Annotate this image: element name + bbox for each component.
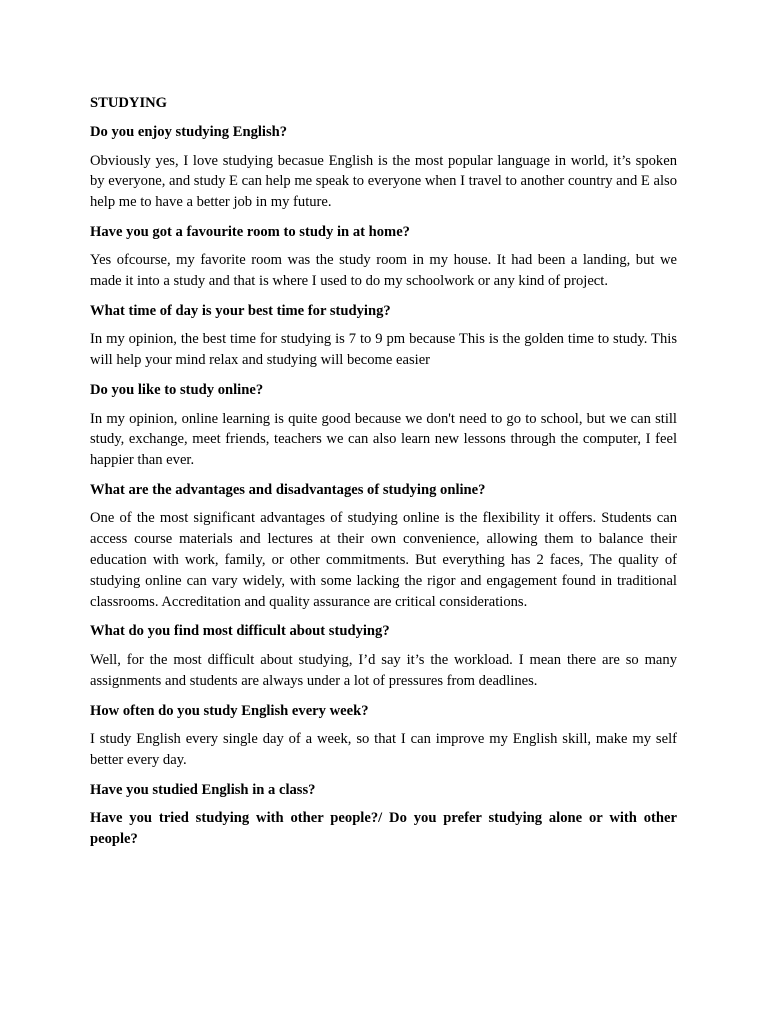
question: What are the advantages and disadvantages of studying online? — [90, 481, 486, 498]
document-title: STUDYING — [90, 95, 168, 111]
question: How often do you study English every week? — [90, 702, 369, 719]
question: What do you find most difficult about studying? — [90, 623, 390, 640]
question: Have you tried studying with other people?/ Do you prefer studying alone or with other people? — [90, 810, 677, 847]
qa-item — [90, 122, 677, 213]
answer: In my opinion, online learning is quite good because we don't need to go to school, but we can still study, exchange, meet friends, teachers we can also learn new lessons through the computer, I feel happier than ever. — [90, 410, 677, 469]
question: Have you studied English in a class? — [90, 781, 316, 798]
answer: Obviously yes, I love studying becasue English is the most popular language in world, it’s spoken by everyone, and study E can help me speak to everyone when I travel to another country and E also help me to have a better job in my future. — [90, 152, 677, 211]
question: Do you like to study online? — [90, 382, 264, 399]
qa-item — [90, 621, 677, 691]
qa-item — [90, 301, 677, 371]
question: Do you enjoy studying English? — [90, 124, 288, 140]
question: What time of day is your best time for studying? — [90, 302, 391, 319]
answer: One of the most significant advantages of studying online is the flexibility it offers. Students can access course materials and lectures at their own convenience, allowing them to balance their education with work, family, or other commitments. But everything has 2 faces, The quality of studying online can vary widely, with some lacking the rigor and engagement found in traditional classrooms. Accreditation and quality assurance are critical considerations. — [90, 510, 677, 610]
document-page — [90, 93, 677, 857]
answer: Yes ofcourse, my favorite room was the study room in my house. It had been a landing, but we made it into a study and that is where I used to do my schoolwork or any kind of project. — [90, 252, 677, 290]
qa-item — [90, 222, 677, 292]
answer: Well, for the most difficult about studying, I’d say it’s the workload. I mean there are so many assignments and students are always under a lot of pressures from deadlines. — [90, 651, 677, 689]
qa-item — [90, 380, 677, 471]
qa-item — [90, 701, 677, 771]
answer: I study English every single day of a week, so that I can improve my English skill, make my self better every day. — [90, 731, 677, 768]
qa-item — [90, 808, 677, 849]
qa-item — [90, 480, 677, 612]
question: Have you got a favourite room to study in at home? — [90, 223, 410, 240]
answer: In my opinion, the best time for studying is 7 to 9 pm because This is the golden time to study. This will help your mind relax and studying will become easier — [90, 331, 677, 369]
qa-item — [90, 780, 677, 801]
